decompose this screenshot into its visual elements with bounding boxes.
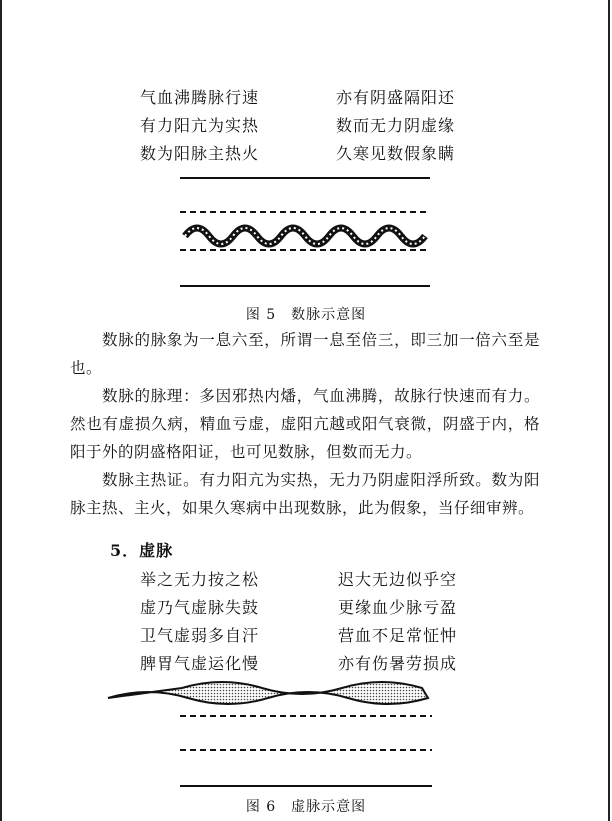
- paragraph: 数脉的脉象为一息六至，所谓一息至倍三，即三加一倍六至是也。: [70, 331, 540, 377]
- verse-line: 营血不足常怔忡: [338, 626, 458, 645]
- verse-line: 卫气虚弱多自汗: [140, 626, 260, 645]
- verse-line: 数为阳脉主热火: [140, 144, 260, 163]
- figure5-caption: 图 5 数脉示意图: [245, 307, 367, 323]
- figure6-diagram: [0, 674, 612, 798]
- section-heading: 5．虚脉: [110, 541, 174, 560]
- verse2-right-column: [338, 566, 457, 678]
- figure5-diagram: [0, 168, 612, 298]
- verse-line: 气血沸腾脉行速: [140, 88, 260, 107]
- verse-line: 有力阳亢为实热: [140, 116, 260, 135]
- verse-line: 亦有阴盛隔阳还: [336, 88, 456, 107]
- verse-line: 举之无力按之松: [140, 570, 260, 589]
- verse-line: 亦有伤暑劳损成: [338, 654, 458, 673]
- verse-line: 脾胃气虚运化慢: [140, 654, 260, 673]
- verse-line: 数而无力阴虚缘: [336, 116, 456, 135]
- verse-line: 久寒见数假象瞒: [336, 144, 456, 163]
- verse1-left-column: [140, 84, 259, 168]
- paragraph: 数脉的脉理：多因邪热内燔，气血沸腾，故脉行快速而有力。然也有虚损久病，精血亏虚，虚阳亢越或阳气衰微，阴盛于内，格阳于外的阴盛格阳证，也可见数脉，但数而无力。: [70, 387, 540, 461]
- verse1-right-column: [336, 84, 455, 168]
- verse-line: 迟大无边似乎空: [338, 570, 458, 589]
- paragraph: 数脉主热证。有力阳亢为实热，无力乃阴虚阳浮所致。数为阳脉主热、主火，如果久寒病中出现数脉，此为假象，当仔细审辨。: [70, 471, 540, 517]
- verse-line: 更缘血少脉亏盈: [338, 598, 458, 617]
- figure6-caption: 图 6 虚脉示意图: [245, 799, 367, 815]
- verse-line: 虚乃气虚脉失鼓: [140, 598, 260, 617]
- verse2-left-column: [140, 566, 259, 678]
